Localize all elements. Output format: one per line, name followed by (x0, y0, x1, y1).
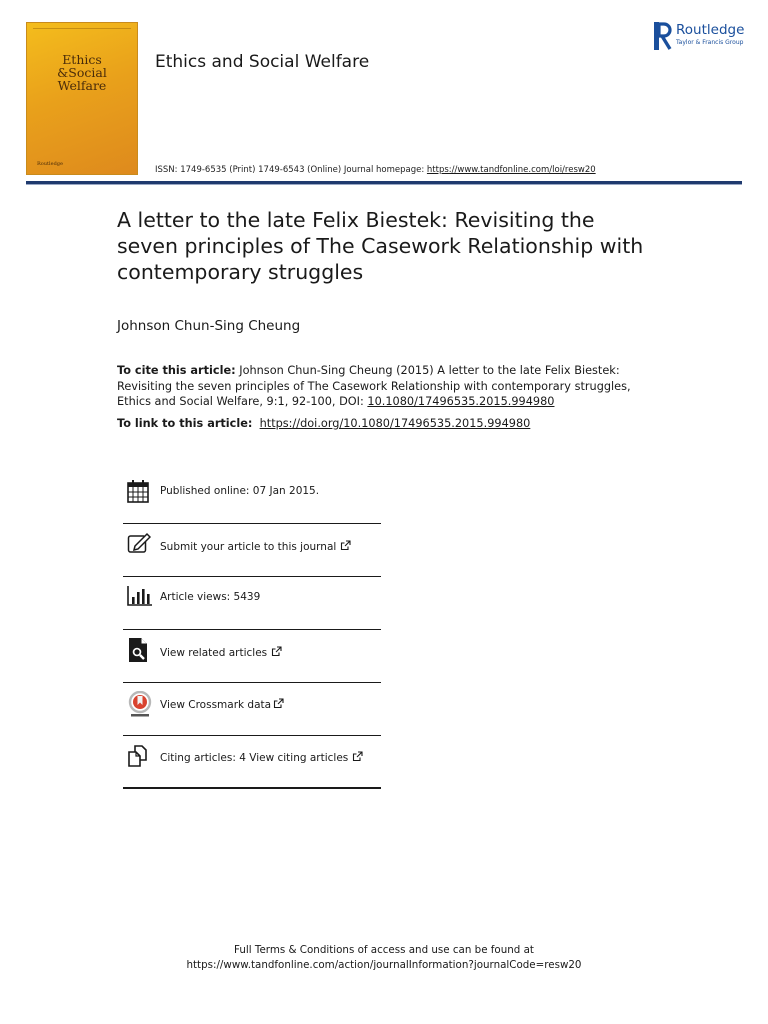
cover-title-line: &Social (57, 65, 107, 80)
cover-title-line: Ethics (62, 52, 102, 67)
journal-name: Ethics and Social Welfare (155, 52, 370, 72)
citing-articles-label: Citing articles: 4 View citing articles (160, 752, 349, 764)
crossmark-link[interactable] (160, 698, 284, 711)
bar-chart-icon (127, 585, 153, 607)
info-divider (123, 629, 381, 630)
citing-articles-row[interactable] (123, 744, 381, 770)
issn-text: ISSN: 1749-6535 (Print) 1749-6543 (Online) Journal homepage: (155, 165, 427, 175)
citation-block (117, 363, 637, 410)
footer-terms (0, 943, 768, 973)
cover-publisher: Routledge (37, 161, 63, 167)
cite-text: Johnson Chun-Sing Cheung (2015) A letter to the late Felix Biestek: Revisiting the seven principles of The Casework Relationship with contemporary struggles, Ethics and Social Welfare, 9:1, 92-100, DOI: (117, 364, 631, 408)
citing-articles-icon (127, 744, 151, 768)
external-link-icon (340, 540, 351, 551)
article-link-line (117, 417, 530, 430)
calendar-icon (127, 479, 149, 503)
issn-line (155, 165, 596, 175)
routledge-r-icon (654, 22, 672, 50)
document-search-icon (127, 637, 149, 663)
crossmark-row[interactable] (123, 691, 381, 719)
info-divider (123, 682, 381, 683)
external-link-icon (273, 698, 284, 709)
article-views: Article views: 5439 (160, 591, 261, 603)
info-divider (123, 735, 381, 736)
cite-label: To cite this article: (117, 364, 236, 377)
article-author: Johnson Chun-Sing Cheung (117, 318, 301, 334)
header-rule-thin (26, 184, 742, 185)
published-date: Published online: 07 Jan 2015. (160, 485, 320, 497)
crossmark-icon (127, 691, 153, 719)
citing-articles-link[interactable] (160, 751, 363, 764)
related-articles-row[interactable] (123, 637, 381, 665)
submit-article-label: Submit your article to this journal (160, 541, 337, 553)
article-views-row (123, 585, 381, 611)
journal-cover-image (26, 22, 138, 175)
related-articles-label: View related articles (160, 647, 268, 659)
footer-line: Full Terms & Conditions of access and use can be found at (234, 944, 534, 956)
cover-top-line (33, 28, 131, 33)
article-title: A letter to the late Felix Biestek: Revisiting the seven principles of The Casework Relationship with contemporary struggles (117, 208, 644, 284)
info-divider (123, 576, 381, 577)
cover-title-line: Welfare (57, 78, 107, 93)
published-row (123, 479, 381, 505)
external-link-icon (271, 646, 282, 657)
article-url-link[interactable]: https://doi.org/10.1080/17496535.2015.994980 (259, 417, 531, 430)
cover-title (27, 53, 137, 92)
doi-link[interactable]: 10.1080/17496535.2015.994980 (367, 395, 555, 408)
publisher-logo[interactable] (654, 22, 750, 50)
publisher-subtitle: Taylor & Francis Group (676, 39, 744, 46)
edit-icon (127, 532, 151, 554)
submit-article-link[interactable] (160, 540, 351, 553)
link-label: To link to this article: (117, 417, 253, 430)
publisher-name: Routledge (676, 22, 745, 38)
submit-article-row[interactable] (123, 532, 381, 558)
external-link-icon (352, 751, 363, 762)
info-divider (123, 523, 381, 524)
crossmark-label: View Crossmark data (160, 699, 272, 711)
journal-homepage-link[interactable]: https://www.tandfonline.com/loi/resw20 (426, 165, 596, 175)
info-divider-bottom (123, 787, 381, 789)
related-articles-link[interactable] (160, 646, 282, 659)
footer-terms-link[interactable]: https://www.tandfonline.com/action/journalInformation?journalCode=resw20 (186, 959, 582, 971)
